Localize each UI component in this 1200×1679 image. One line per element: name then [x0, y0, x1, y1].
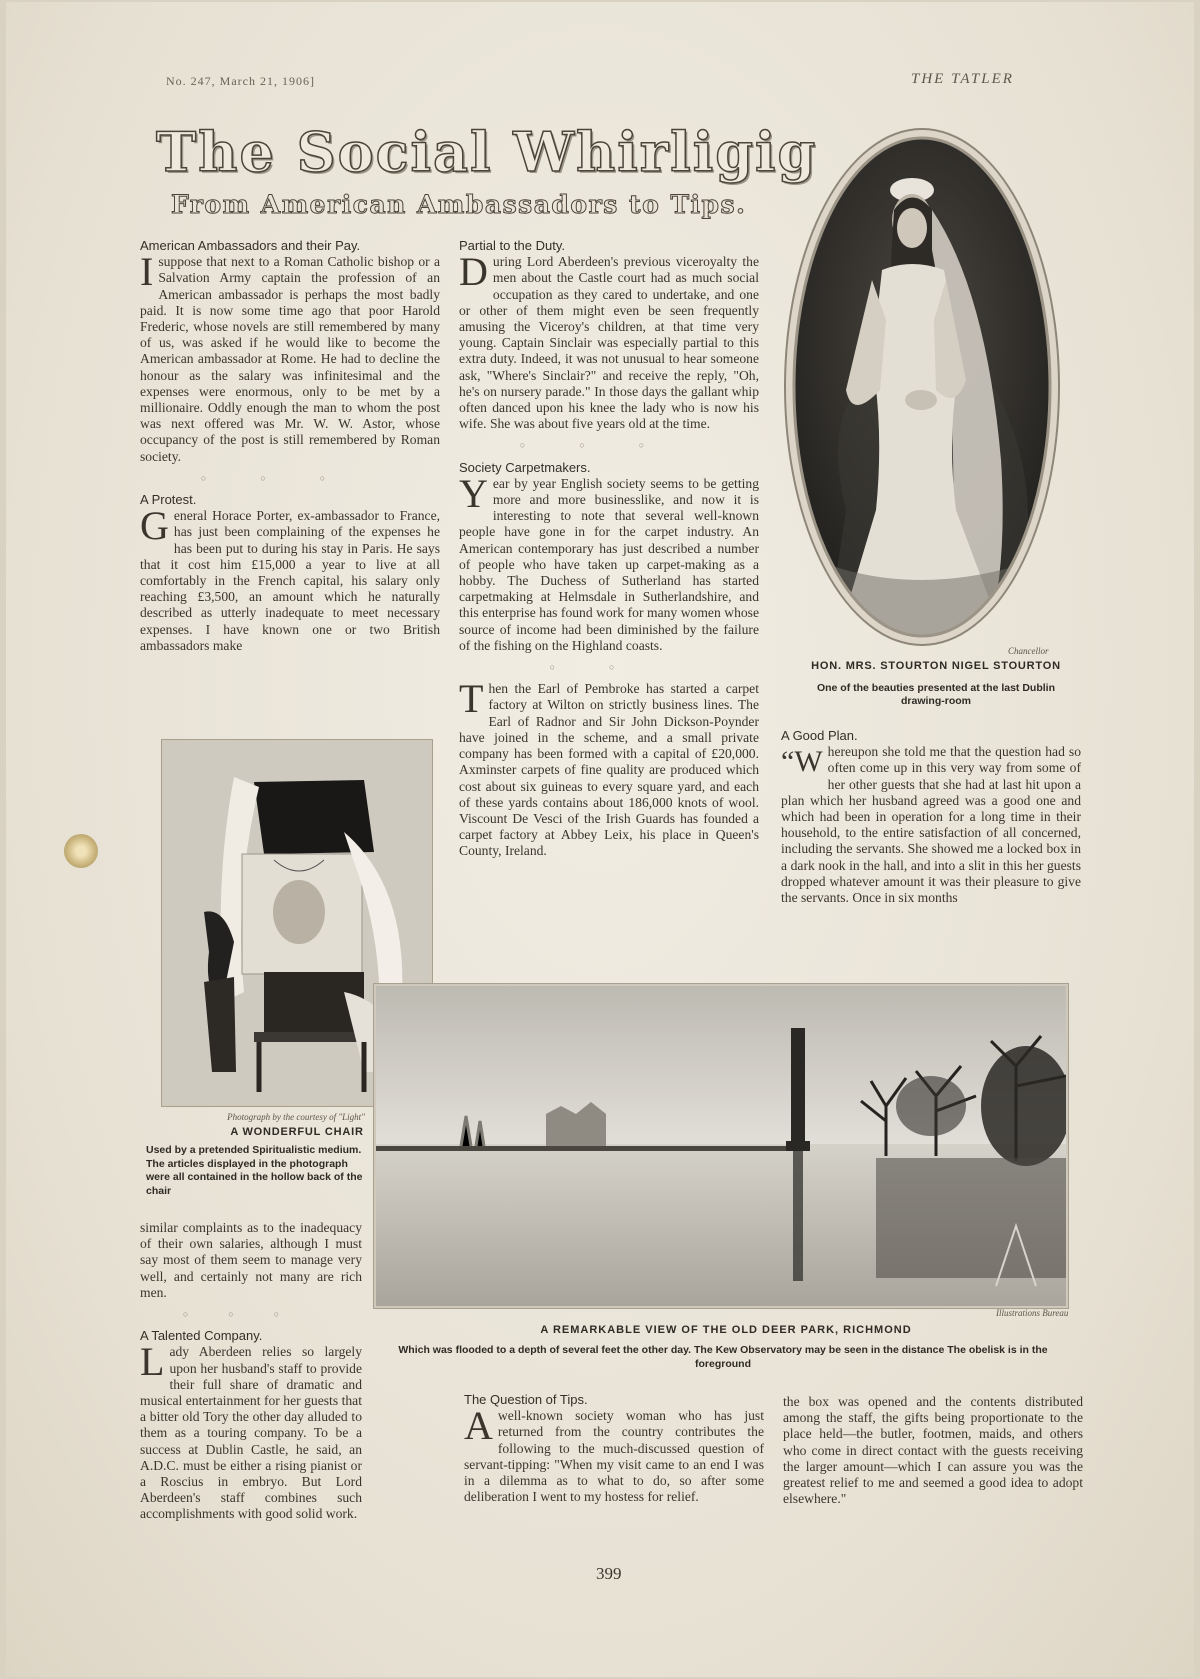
paper-stain — [64, 834, 98, 868]
dropcap: T — [459, 676, 484, 722]
deer-park-photo — [374, 984, 1068, 1308]
section-heading: American Ambassadors and their Pay. — [140, 238, 361, 253]
partial-text: uring Lord Aberdeen's previous viceroyalty the men about the Castle court had as much social occupation as they cared to undertake, and one or other of them might even be seen frequently amusing the Viceroy's children, at that time very young. Captain Sinclair was especially partial to this extra duty. Indeed, it was not unusual to hear someone ask, "Where's Sinclair?" and receive the reply, "Oh, he's on nursery parade." In those days the gallant whip often danced upon his knee the lady who is now his wife. She was about five years old at the time. — [459, 254, 759, 432]
section-divider: ○○○ — [200, 472, 380, 483]
section-heading: A Talented Company. — [140, 1328, 263, 1344]
section-divider: ○○○ — [182, 1309, 320, 1320]
dropcap: G — [140, 503, 169, 549]
column-3-top — [781, 728, 1081, 906]
section-heading: A Good Plan. — [781, 728, 858, 743]
column-2-bottom — [464, 1392, 764, 1505]
tips-text: well-known society woman who has just returned from the country contributes the following to the much-discussed question of servant-tipping: "When my visit came to an end I was in a dilemma as to what to do, so after some deliberation I went to my hostess for relief. — [464, 1408, 764, 1505]
deer-park-title: A REMARKABLE VIEW OF THE OLD DEER PARK, RICHMOND — [540, 1324, 912, 1336]
carpet-text: ear by year English society seems to be getting more and more businesslike, and now it is interesting to note that several well-known people have gone in for the carpet industry. An American contemporary has just described a number of people who have taken up carpet-making as a hobby. The Duchess of Sutherland has started carpetmaking at Helmsdale in Sutherlandshire, and this enterprise has found work for many women whose source of income had been diminished by the failure of the fishing on the Highland coasts. — [459, 475, 759, 653]
section-heading: Partial to the Duty. — [459, 238, 565, 253]
protest-text: eneral Horace Porter, ex-ambassador to France, has just been complaining of the expenses he has been put to during his stay in Paris. He says that it cost him £15,000 a year to live at all comfortably in the French capital, his salary only reaching £3,500, an amount which he naturally described as utterly inadequate to meet necessary expenses. I have known one or two British ambassadors make — [140, 508, 440, 653]
section-heading: The Question of Tips. — [464, 1392, 588, 1407]
chair-credit: Photograph by the courtesy of "Light" — [227, 1112, 365, 1122]
article-subtitle: From American Ambassadors to Tips. — [171, 190, 747, 219]
deer-park-credit: Illustrations Bureau — [996, 1308, 1069, 1318]
issue-line: No. 247, March 21, 1906] — [166, 74, 315, 88]
photo-credit: Chancellor — [1008, 646, 1049, 656]
goodplan-text: hereupon she told me that the question had so often come up in this very way from some of her other guests that she had at last hit upon a plan which her husband agreed was a good one and which had been in operation for a long time in their household, to the entire satisfaction of all concerned, including the servants. She showed me a locked box in a dark nook in the hall, and into a slit in this her guests dropped whatever amount it was their pleasure to give the servants. Once in six months — [781, 744, 1081, 906]
section-heading: Society Carpetmakers. — [459, 459, 591, 475]
chair-caption: Used by a pretended Spiritualistic medium. The articles displayed in the photograph were all contained in the hollow back of the chair — [146, 1144, 363, 1197]
portrait-frame — [786, 130, 1058, 644]
dropcap: Y — [459, 470, 488, 516]
goodplan-continuation: the box was opened and the contents distributed among the staff, the gifts being proportionate to the place held—the butler, footmen, maids, and others who come in direct contact with the guests receiving the larger amount—which I can assure you was the greatest relief to me and seemed a good idea to adopt elsewhere." — [783, 1394, 1083, 1507]
column-1-top — [140, 238, 440, 654]
chair-title: A WONDERFUL CHAIR — [230, 1126, 364, 1138]
portrait-caption: One of the beauties presented at the last Dublin drawing-room — [816, 682, 1056, 707]
column-2-top — [459, 238, 759, 860]
dropcap: D — [459, 249, 488, 295]
magazine-page — [6, 2, 1194, 1677]
protest-continuation: similar complaints as to the inadequacy of their own salaries, although I must say most of them seem to manage very well, and certainly not many are rich men. — [140, 1220, 362, 1300]
section-heading: A Protest. — [140, 492, 197, 508]
page-number: 399 — [596, 1564, 622, 1583]
deer-park-caption: Which was flooded to a depth of several feet the other day. The Kew Observatory may be seen in the distance The obelisk is in the foreground — [398, 1344, 1048, 1370]
carpet-text-2: hen the Earl of Pembroke has started a carpet factory at Wilton on strictly business lines. The Earl of Radnor and Sir John Dickson-Poynder have joined in the scheme, and a small private company has been formed with a capital of £20,000. Axminster carpets of fine quality are produced which cost about six guineas to every square yard, and each of these yards contains about 186,000 knots of wool. Viscount De Vesci of the Irish Guards has founded a carpet factory at Abbey Leix, his place in Queen's County, Ireland. — [459, 681, 759, 859]
publication-name: THE TATLER — [911, 71, 1014, 87]
section-divider: ○○ — [549, 662, 669, 673]
column-3-bottom — [783, 1394, 1083, 1507]
article-title: The Social Whirligig — [156, 120, 818, 184]
portrait-name: HON. MRS. STOURTON NIGEL STOURTON — [811, 660, 1061, 672]
column-1-bottom — [140, 1220, 362, 1523]
section-divider: ○○○ — [519, 440, 699, 451]
dropcap: L — [140, 1339, 165, 1385]
dropcap: I — [140, 249, 154, 295]
ambassadors-text: suppose that next to a Roman Catholic bishop or a Salvation Army captain the profession of an American ambassador is perhaps the most badly paid. It is now some time ago that poor Harold Frederic, whose novels are still remembered by many of us, was asked if he would like to become the American ambassador at Rome. He had to decline the honour as the salary was infinitesimal and the expenses were enormous, only to be met by a millionaire. Oddly enough the man to whom the post was next offered was Mr. W. W. Astor, whose occupancy of the post is still remembered by Roman society. — [140, 254, 440, 464]
dropcap: “W — [781, 745, 823, 779]
portrait-photo — [786, 130, 1058, 644]
dropcap: A — [464, 1403, 493, 1449]
talented-text: ady Aberdeen relies so largely upon her husband's staff to provide their full share of dramatic and musical entertainment for her guests that a bitter old Tory the other day alluded to them as a touring company. To be a success at Dublin Castle, he said, an A.D.C. must be either a rising pianist or a Roscius in embryo. But Lord Aberdeen's staff combines such accomplishments with good solid work. — [140, 1344, 362, 1522]
deer-park-image — [376, 986, 1066, 1306]
